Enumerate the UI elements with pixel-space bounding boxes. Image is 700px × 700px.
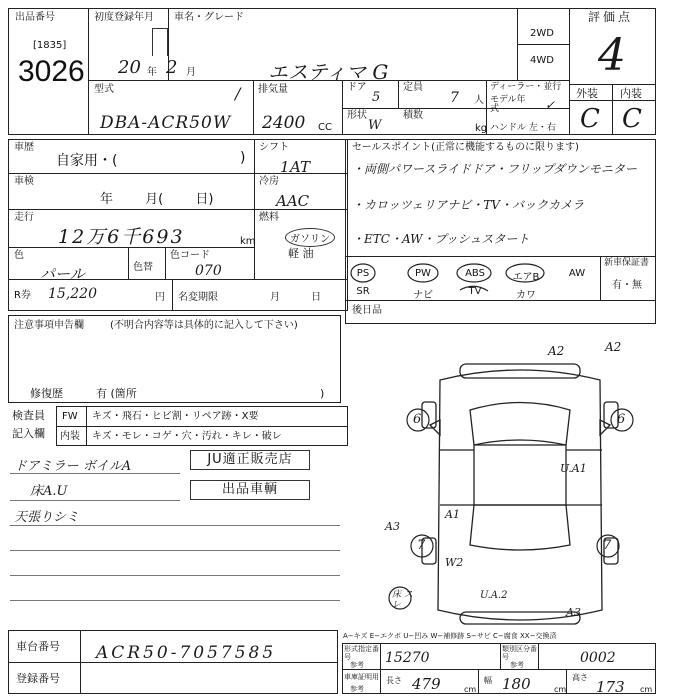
- chassis-value: ACR50-7057585: [96, 643, 277, 663]
- dealer-label: ディーラー・並行: [490, 82, 562, 92]
- model-value: DBA-ACR50W: [100, 113, 232, 133]
- option-abs: ABS: [465, 268, 485, 279]
- recycle-unit: 円: [155, 292, 165, 303]
- length-value: 479: [412, 675, 441, 693]
- tire-rear-left: 7: [417, 538, 426, 553]
- interior-insp-label: 内装: [60, 431, 80, 442]
- exterior-label: 外装: [576, 87, 598, 100]
- width-label: 幅: [484, 676, 492, 685]
- shift-label: シフト: [259, 142, 289, 153]
- chassis-label: 車台番号: [16, 640, 60, 653]
- width-unit: cm: [554, 685, 567, 694]
- displacement-label: 排気量: [258, 84, 288, 95]
- color-label: 色: [14, 250, 24, 261]
- lot-sub: [1835]: [33, 40, 67, 51]
- dim-ref: 参考: [350, 685, 364, 693]
- form-value: 15270: [385, 650, 430, 666]
- inspection-label: 車検: [14, 176, 34, 187]
- damage-legend: A−キズ E−エクボ U−凹み W−補修跡 S−サビ C−腐食 XX−交換済: [343, 632, 557, 640]
- car-diagram: [370, 340, 670, 635]
- history-close: ): [240, 150, 246, 166]
- month-unit: 月: [186, 67, 196, 78]
- option-leather: カワ: [516, 290, 536, 301]
- lot-label: 出品番号: [15, 12, 55, 23]
- width-value: 180: [502, 675, 531, 693]
- first-reg-label: 初度登録年月: [94, 12, 154, 23]
- history-label: 車歴: [14, 142, 34, 153]
- shift-value: AT: [290, 158, 311, 176]
- handle-label: ハンドル 左・右: [490, 123, 556, 133]
- mark-w2: W2: [445, 556, 464, 569]
- divider: [88, 8, 89, 135]
- tire-front-right: 6: [617, 412, 626, 427]
- doors-value: 5: [372, 90, 381, 105]
- shape-label: 形状: [347, 110, 367, 121]
- fuel-label: 燃料: [259, 212, 279, 223]
- model-label: 型式: [94, 84, 114, 95]
- stamp-dealer: JU適正販売店: [190, 450, 310, 470]
- tire-rear-right: 7: [603, 538, 612, 553]
- stamp-listed: 出品車輌: [190, 480, 310, 500]
- dim-label: 車庫証明用: [344, 673, 379, 681]
- recycle-label: R券: [14, 290, 31, 301]
- first-reg-month: 2: [166, 57, 178, 78]
- interior-grade: C: [622, 104, 642, 134]
- title-change-label: 名変期限: [178, 292, 218, 303]
- option-tv: TV: [468, 286, 482, 297]
- interior-label: 内装: [620, 87, 642, 100]
- height-unit: cm: [640, 685, 653, 694]
- mileage-label: 走行: [14, 212, 34, 223]
- length-label: 長さ: [386, 676, 402, 685]
- color-value: パール: [40, 265, 85, 283]
- load-unit: kg: [475, 123, 488, 134]
- sales-line-3: ・ETC・AW・プッシュスタート: [352, 232, 530, 246]
- ac-value: AAC: [276, 192, 310, 210]
- title-change-value: 月 日: [270, 292, 322, 303]
- lot-number: 3026: [18, 55, 85, 88]
- form-ref: 参考: [350, 661, 364, 669]
- repair-label: 修復歴: [30, 387, 63, 400]
- option-navi: ナビ: [413, 290, 433, 301]
- displacement-value: 2400: [262, 113, 306, 133]
- capacity-label: 定員: [403, 82, 423, 93]
- first-reg-box: [152, 28, 168, 56]
- fw-items: キズ・飛石・ヒビ割・リペア跡・X要: [92, 411, 259, 422]
- tick-mark: /: [235, 84, 241, 103]
- color-code-label: 色コード: [170, 250, 210, 261]
- height-value: 173: [596, 678, 625, 696]
- class-value: 0002: [580, 650, 616, 666]
- length-unit: cm: [464, 685, 477, 694]
- mark-a1: A1: [445, 508, 460, 521]
- sales-line-1: ・両側パワースライドドア・フリップダウンモニター: [352, 162, 637, 176]
- car-outline: [370, 340, 670, 635]
- class-label: 類別区分番号: [502, 645, 537, 661]
- mark-a3-rear: A3: [566, 606, 581, 619]
- mark-a2-right: A2: [605, 340, 622, 354]
- mark-floor: 床 スレ: [392, 590, 413, 610]
- color-code-value: 070: [195, 263, 222, 279]
- notes-hint: (不明合内容等は具体的に記入して下さい): [110, 320, 298, 331]
- reg-label: 登録番号: [16, 672, 60, 685]
- model-year-mark: ✓: [545, 98, 556, 112]
- sales-line-2: ・カロッツェリアナビ・TV・バックカメラ: [352, 198, 584, 212]
- shape-value: W: [368, 118, 382, 133]
- sales-label: セールスポイント(正常に機能するものに限ります): [352, 142, 579, 153]
- height-label: 高さ: [572, 673, 588, 682]
- fuel-light: 軽 油: [288, 247, 314, 260]
- option-sr: SR: [356, 286, 370, 297]
- inspector-label-1: 検査員: [12, 409, 45, 422]
- note-ceiling: 天張りシミ: [14, 510, 80, 525]
- car-name: エスティマ G: [268, 60, 389, 84]
- after-label: 後日品: [352, 305, 382, 316]
- drive-2wd: 2WD: [530, 28, 554, 39]
- capacity-unit: 人: [474, 95, 484, 106]
- fw-label: FW: [62, 411, 78, 422]
- option-ps: PS: [356, 268, 370, 279]
- drive-4wd: 4WD: [530, 55, 554, 66]
- mark-ua2: U.A.2: [480, 590, 508, 601]
- form-label: 形式指定番号: [344, 645, 379, 661]
- score-value: 4: [598, 30, 626, 81]
- option-aw: AW: [568, 268, 586, 279]
- new-car-label: 新車保証書: [604, 258, 650, 268]
- history-value: 自家用・(: [56, 153, 118, 169]
- model-year-label: モデル年式: [490, 95, 526, 114]
- doors-label: ドア: [347, 82, 367, 93]
- notes-label: 注意事項申告欄: [14, 320, 84, 331]
- ac-label: 冷房: [259, 176, 279, 187]
- option-airbag: エアB: [512, 272, 540, 283]
- mark-a2-front: A2: [548, 344, 565, 358]
- capacity-value: 7: [450, 90, 459, 106]
- exterior-grade: C: [580, 104, 600, 134]
- displacement-unit: CC: [318, 122, 332, 133]
- new-car-value: 有・無: [612, 280, 642, 291]
- tire-front-left: 6: [413, 412, 422, 427]
- first-reg-year: 20: [118, 57, 141, 78]
- mark-ua1: U.A1: [560, 462, 587, 475]
- mileage-value: 12万6千693: [58, 226, 185, 248]
- load-label: 積数: [403, 110, 423, 121]
- mileage-unit: km: [240, 236, 256, 247]
- fuel-gas: ガソリン: [285, 228, 335, 247]
- color-change-label: 色替: [133, 262, 153, 273]
- year-unit: 年: [147, 67, 157, 78]
- option-pw: PW: [415, 268, 431, 279]
- note-mirror: ドアミラー ボイルA: [14, 459, 132, 474]
- score-label: 評価点: [588, 10, 634, 24]
- shift-number: 1: [280, 158, 290, 176]
- inspection-value: 年 月( 日): [100, 192, 214, 207]
- car-name-label: 車名・グレード: [174, 12, 244, 23]
- inspector-label-2: 記入欄: [12, 427, 45, 440]
- repair-close: ): [320, 387, 325, 400]
- class-ref: 参考: [510, 661, 524, 669]
- recycle-value: 15,220: [48, 286, 97, 302]
- mark-a3-left: A3: [385, 520, 400, 533]
- repair-value: 有 (箇所: [96, 387, 137, 400]
- interior-insp-items: キズ・モレ・コゲ・穴・汚れ・キレ・破レ: [92, 431, 282, 442]
- note-floor: 床A.U: [30, 484, 68, 499]
